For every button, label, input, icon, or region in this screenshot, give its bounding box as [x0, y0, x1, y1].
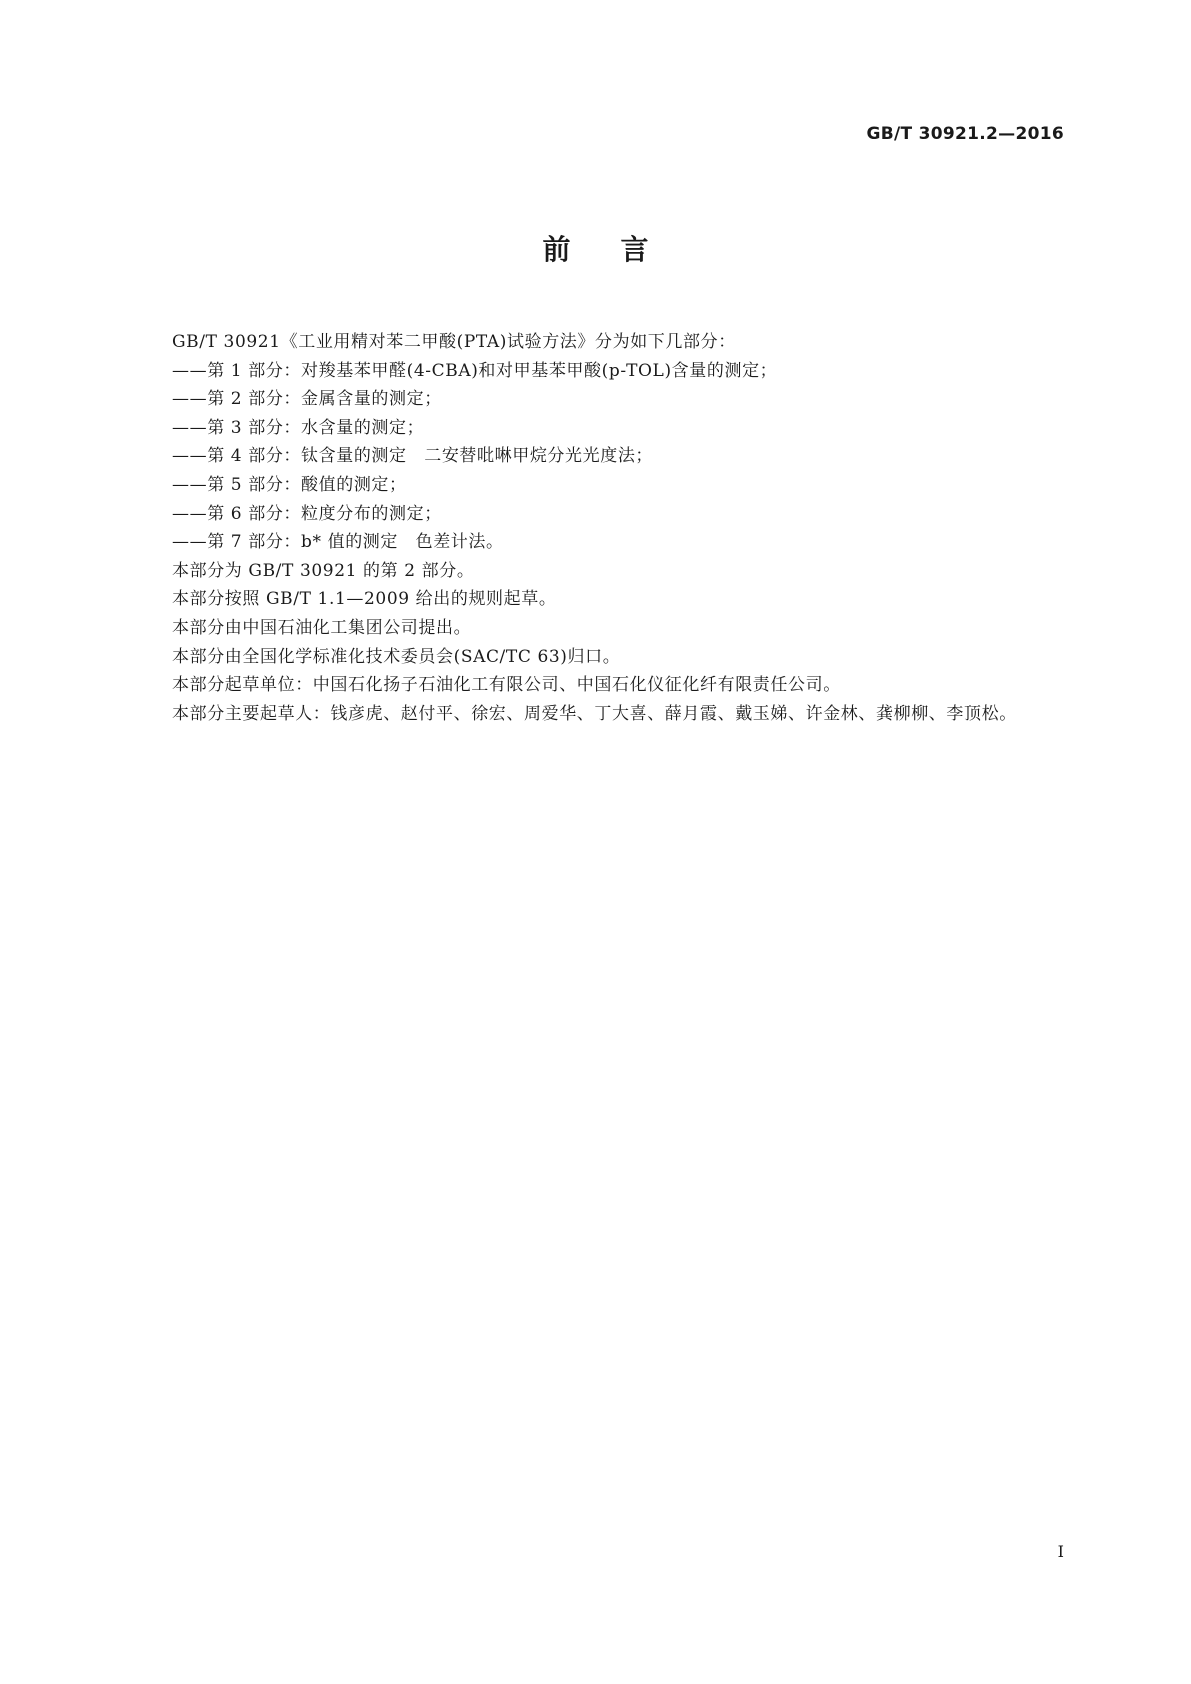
intro-paragraph: GB/T 30921《工业用精对苯二甲酸(PTA)试验方法》分为如下几部分：	[172, 332, 736, 352]
drafting-units-paragraph: 本部分起草单位：中国石化扬子石油化工有限公司、中国石化仪征化纤有限责任公司。	[172, 675, 841, 696]
list-item: ——第 4 部分：钛含量的测定 二安替吡啉甲烷分光光度法；	[172, 446, 654, 467]
list-item: ——第 1 部分：对羧基苯甲醛(4-CBA)和对甲基苯甲酸(p-TOL)含量的测定；	[172, 360, 778, 381]
list-item: ——第 3 部分：水含量的测定；	[172, 417, 425, 438]
list-item: ——第 7 部分：b* 值的测定 色差计法。	[172, 532, 504, 553]
list-item: ——第 5 部分：酸值的测定；	[172, 474, 407, 495]
page-title: 前言	[542, 233, 699, 266]
proposer-paragraph: 本部分由中国石油化工集团公司提出。	[172, 617, 472, 638]
page-number: I	[1057, 1542, 1064, 1561]
drafters-paragraph: 本部分主要起草人：钱彦虎、赵付平、徐宏、周爱华、丁大喜、薛月霞、戴玉娣、许金林、龚柳柳、李顶松。	[172, 703, 1017, 724]
list-item: ——第 6 部分：粒度分布的测定；	[172, 503, 442, 524]
part-number-paragraph: 本部分为 GB/T 30921 的第 2 部分。	[172, 560, 475, 581]
drafting-rules-paragraph: 本部分按照 GB/T 1.1—2009 给出的规则起草。	[172, 589, 557, 610]
foreword-body	[127, 328, 1063, 728]
committee-paragraph: 本部分由全国化学标准化技术委员会(SAC/TC 63)归口。	[172, 646, 621, 667]
list-item: ——第 2 部分：金属含量的测定；	[172, 389, 442, 410]
standard-code: GB/T 30921.2—2016	[866, 124, 1064, 144]
